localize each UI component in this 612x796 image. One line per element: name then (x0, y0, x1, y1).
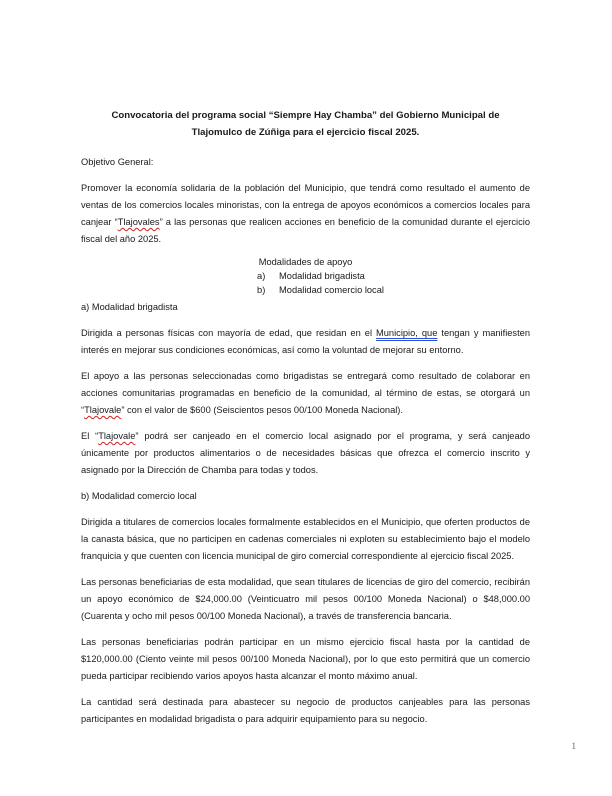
section-a-paragraph-3[interactable] (81, 428, 530, 479)
list-marker: a) (257, 271, 266, 281)
a-p2-text-a: El apoyo a las personas seleccionadas como brigadistas se entregará como resultado de colaborar en acciones comunitarias programadas en beneficio de la comunidad, al término de estas, se otorgará un “ (81, 371, 530, 415)
list-marker: b) (257, 285, 266, 295)
a-p2-text-b: ” con el valor de $600 (Seiscientos pesos 00/100 Moneda Nacional). (121, 405, 403, 415)
document-title (81, 108, 530, 141)
objetivo-text-a: Promover la economía solidaria de la población del Municipio, que tendrá como resultado el aumento de ventas de los comercios locales minoristas, con la entrega de apoyos económicos a comercios locales para canjear “ (81, 183, 530, 227)
list-item (257, 269, 384, 283)
grammar-flag: Municipio, que (376, 328, 438, 338)
list-item (257, 283, 384, 297)
a-p1-text-b: tengan y manifiesten interés en mejorar sus condiciones económicas, así como la voluntad de mejorar su entorno. (81, 328, 531, 355)
objetivo-paragraph (81, 180, 530, 248)
modalidades-block (81, 255, 530, 297)
list-label: Modalidad comercio local (279, 285, 384, 295)
spellcheck-word: Tlajovales (117, 217, 160, 227)
title-line-2: Tlajomulco de Zúñiga para el ejercicio fiscal 2025. (191, 126, 420, 138)
title-line-1: Convocatoria del programa social “Siempre Hay Chamba” del Gobierno Municipal de (111, 110, 500, 121)
section-b-paragraph-2: Las personas beneficiarias de esta modalidad, que sean titulares de licencias de giro del comercio, recibirán un apoyo económico de $24,000.00 (Veinticuatro mil pesos 00/100 Moneda Nacional) o $48,000.00 (Cuarenta y ocho mil pesos 00/100 Moneda Nacional), a través de transferencia bancaria. (81, 577, 530, 621)
section-a-heading: a) Modalidad brigadista (81, 302, 178, 312)
section-a-paragraph-1 (81, 325, 530, 359)
objetivo-heading: Objetivo General: (81, 157, 154, 167)
a-p3-text-a: El “ (81, 431, 99, 441)
objetivo-text-b: ” a las personas que realicen acciones en beneficio de la comunidad durante el ejercicio fiscal del año 2025. (81, 217, 530, 244)
page-number: 1 (571, 741, 576, 751)
a-p1-text-a: Dirigida a personas físicas con mayoría de edad, que residan en el (81, 328, 377, 338)
document-body (81, 108, 530, 728)
section-b-paragraph-4: La cantidad será destinada para abastecer su negocio de productos canjeables para las personas participantes en modalidad brigadista o para adquirir equipamiento para su negocio. (81, 697, 530, 724)
modalidades-list (257, 269, 384, 297)
section-b-paragraph-3: Las personas beneficiarias podrán participar en un mismo ejercicio fiscal hasta por la cantidad de $120,000.00 (Ciento veinte mil pesos 00/100 Moneda Nacional), por lo que esto permitirá que un comercio pueda participar recibiendo varios apoyos hasta alcanzar el monto máximo anual. (81, 637, 530, 681)
list-label: Modalidad brigadista (279, 271, 365, 281)
section-a-paragraph-2 (81, 368, 530, 419)
a-p3-text-b: ” podrá ser canjeado en el comercio local asignado por el programa, y será canjeado únicamente por productos alimentarios o de necesidades básicas que ofrezca el comercio inscrito y asignado por la Dirección de Chamba para todas y todos. (81, 431, 530, 475)
spellcheck-word: Tlajovale (84, 405, 122, 415)
modalidades-heading: Modalidades de apoyo (258, 257, 353, 267)
spellcheck-word: Tlajovale (98, 431, 136, 441)
section-b-paragraph-1: Dirigida a titulares de comercios locales formalmente establecidos en el Municipio, que oferten productos de la canasta básica, que no participen en cadenas comerciales ni exploten su establecimiento bajo el modelo franquicia y que cuenten con licencia municipal de giro comercial correspondiente al ejercicio fiscal 2025. (81, 517, 530, 561)
section-b-heading: b) Modalidad comercio local (81, 491, 197, 501)
